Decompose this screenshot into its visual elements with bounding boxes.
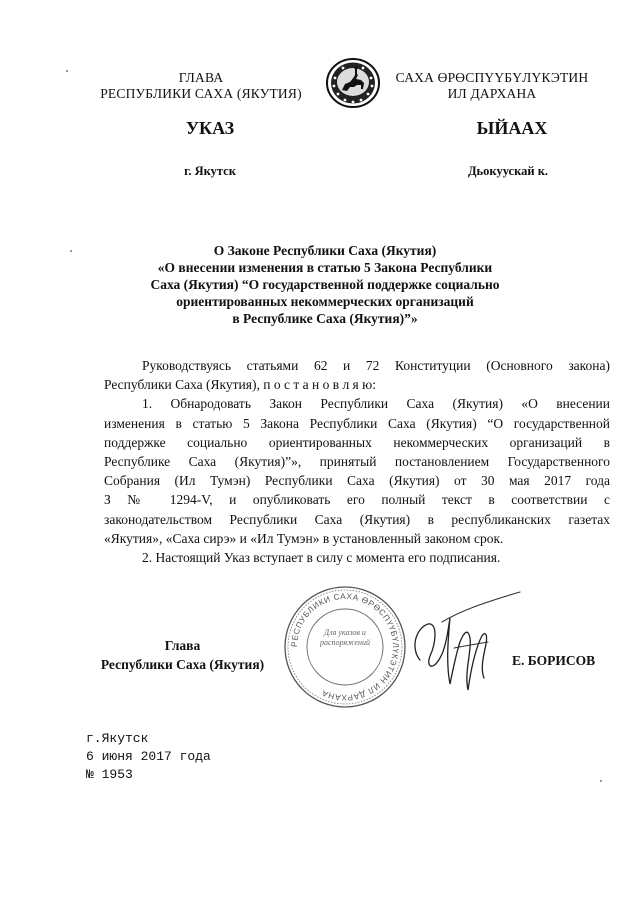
official-seal-stamp [282,584,408,710]
title-line: в Республике Саха (Якутия)”» [232,311,418,326]
city-left: г. Якутск [184,164,236,178]
coat-of-arms-emblem [323,56,383,110]
city-right: Дьокуускай к. [467,164,549,178]
body-line: З № 1294-V, и опубликовать его полный текст в соответствии с [104,492,610,508]
body-line: изменения в статью 5 Закона Республики Саха (Якутия) “О государственной [104,415,610,431]
title-line: «О внесении изменения в статью 5 Закона Республики [157,260,493,275]
scan-speck [70,250,72,252]
signatory-name: Е. БОРИСОВ [512,653,596,668]
item-2-paragraph [104,548,610,567]
body-line: Республике Саха (Якутия)”», принятый постановлением Государственного [104,454,610,470]
body-line: Руководствуясь статьями 62 и 72 Конституции (Основного закона) [142,358,610,373]
body-line: 2. Настоящий Указ вступает в силу с момента его подписания. [142,550,501,566]
body-line: Собрания (Ил Тумэн) Республики Саха (Якутия) от 30 мая 2017 года [104,473,610,489]
signature-position-line2: Республики Саха (Якутия) [100,657,265,672]
body-line: 1. Обнародовать Закон Республики Саха (Якутия) «О внесении [142,396,610,412]
registration-date: 6 июня 2017 года [86,749,211,764]
signature-position-line1: Глава [164,638,201,653]
header-left-line2: РЕСПУБЛИКИ САХА (ЯКУТИЯ) [100,86,302,101]
doc-type-right: ЫЙААХ [476,118,548,138]
title-line: ориентированных некоммерческих организаций [176,294,474,309]
signature-position [100,636,265,674]
registration-number: № 1953 [86,767,133,782]
decree-body [104,356,610,567]
header-right-title [387,70,597,102]
seal-ring-text: РЕСПУБЛИКИ САХА ӨРӨСПҮҮБҮЛҮКЭТИН ИЛ ДАРХАНА [289,591,401,703]
item-1-paragraph [104,394,610,548]
title-line: Саха (Якутия) “О государственной поддержке социально [150,277,500,292]
body-line: «Якутия», «Саха сирэ» и «Ил Тумэн» в установленный законом срок. [104,530,504,546]
decree-title [100,242,550,327]
scan-speck [600,780,602,782]
body-line: поддержке социально ориентированных некоммерческих организаций в [104,434,610,450]
seal-center-text: Для указов и распоряжений [319,628,371,647]
doc-type-left: УКАЗ [185,118,235,138]
title-line: О Законе Республики Саха (Якутия) [213,243,437,258]
header-right-line1: САХА ӨРӨСПҮҮБҮЛҮКЭТИН [395,70,589,85]
intro-paragraph [104,356,610,394]
header-right-line2: ИЛ ДАРХАНА [447,86,537,101]
handwritten-signature [402,588,522,708]
header-left-line1: ГЛАВА [178,70,224,85]
body-line: законодательством Республики Саха (Якутия) в республиканских газетах [104,511,610,527]
body-line: Республики Саха (Якутия), п о с т а н о в л я ю: [104,377,376,393]
registration-city: г.Якутск [86,731,149,746]
registration-block [86,730,211,784]
header-left-title [85,70,317,102]
scan-speck [66,70,68,72]
